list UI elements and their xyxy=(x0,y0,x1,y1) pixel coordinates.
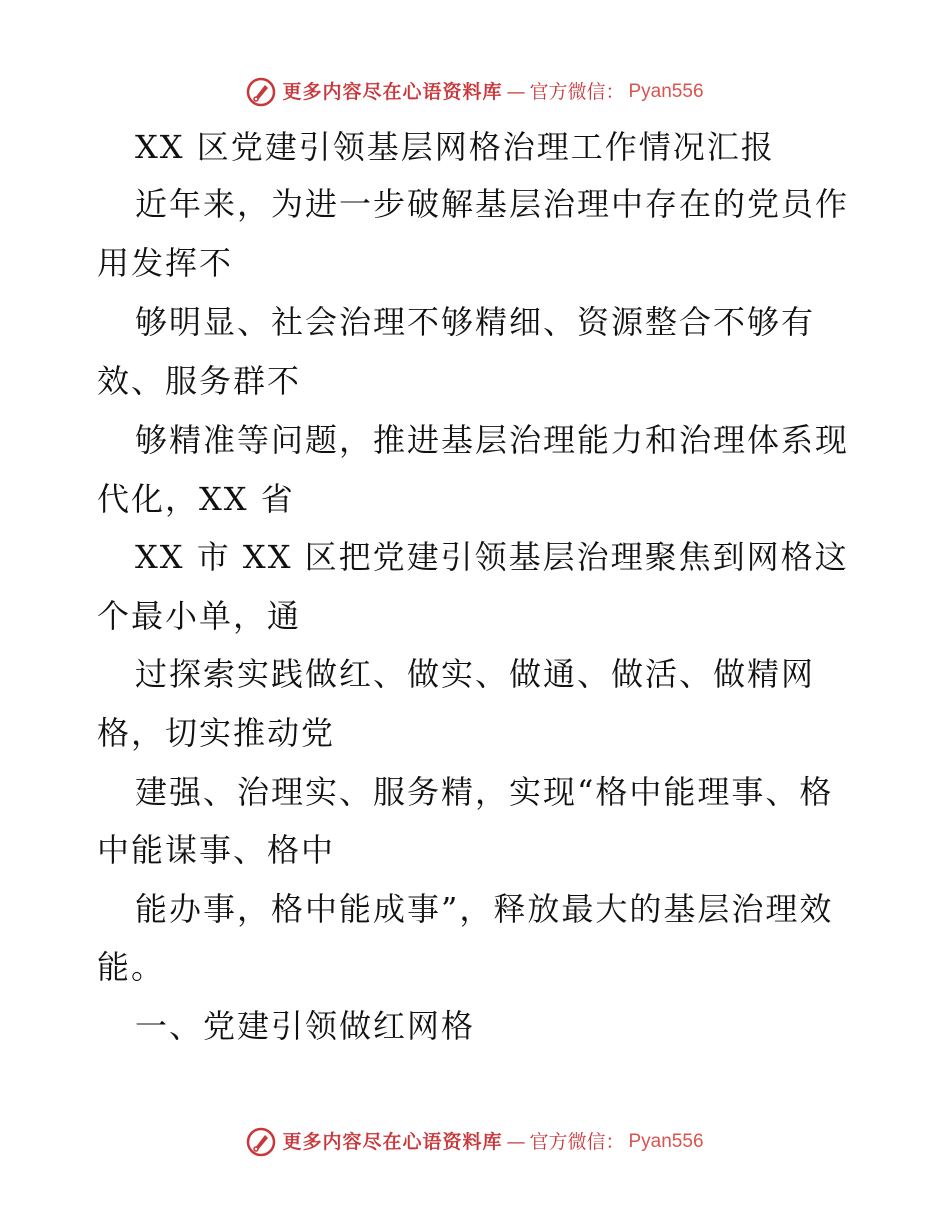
wechat-label: 官方微信： xyxy=(529,1131,625,1153)
paragraph-line: 中能谋事、格中 xyxy=(97,831,336,869)
paragraph-line: 能。 xyxy=(97,948,166,986)
paragraph-line: 个最小单，通 xyxy=(97,597,302,635)
footer-banner xyxy=(0,1127,950,1157)
paragraph-line: 格，切实推动党 xyxy=(97,714,336,752)
paragraph-line: 近年来，为进一步破解基层治理中存在的党员作 xyxy=(135,185,850,223)
document-title: XX 区党建引领基层网格治理工作情况汇报 xyxy=(135,128,775,166)
paragraph-line: 代化，XX 省 xyxy=(97,480,295,518)
promo-text: 更多内容尽在心语资料库 xyxy=(282,1131,503,1153)
paragraph-line: 过探索实践做红、做实、做通、做活、做精网 xyxy=(135,655,816,693)
paragraph-line: 效、服务群不 xyxy=(97,362,302,400)
wechat-handle: Pyan556 xyxy=(628,1131,704,1152)
paragraph-line: 够明显、社会治理不够精细、资源整合不够有 xyxy=(135,303,816,341)
pen-nib-logo-icon xyxy=(246,1127,276,1157)
banner-separator: — xyxy=(506,81,526,103)
paragraph-line: 能办事，格中能成事”，释放最大的基层治理效 xyxy=(135,890,834,928)
promo-text: 更多内容尽在心语资料库 xyxy=(282,81,503,103)
paragraph-line: XX 市 XX 区把党建引领基层治理聚焦到网格这 xyxy=(135,538,849,576)
banner-separator: — xyxy=(506,1131,526,1153)
wechat-handle: Pyan556 xyxy=(628,81,704,102)
paragraph-line: 建强、治理实、服务精，实现“格中能理事、格 xyxy=(135,773,834,811)
paragraph-line: 够精准等问题，推进基层治理能力和治理体系现 xyxy=(135,421,850,459)
section-heading: 一、党建引领做红网格 xyxy=(135,1007,476,1045)
wechat-label: 官方微信： xyxy=(529,81,625,103)
pen-nib-logo-icon xyxy=(246,77,276,107)
header-banner xyxy=(0,77,950,107)
paragraph-line: 用发挥不 xyxy=(97,244,234,282)
